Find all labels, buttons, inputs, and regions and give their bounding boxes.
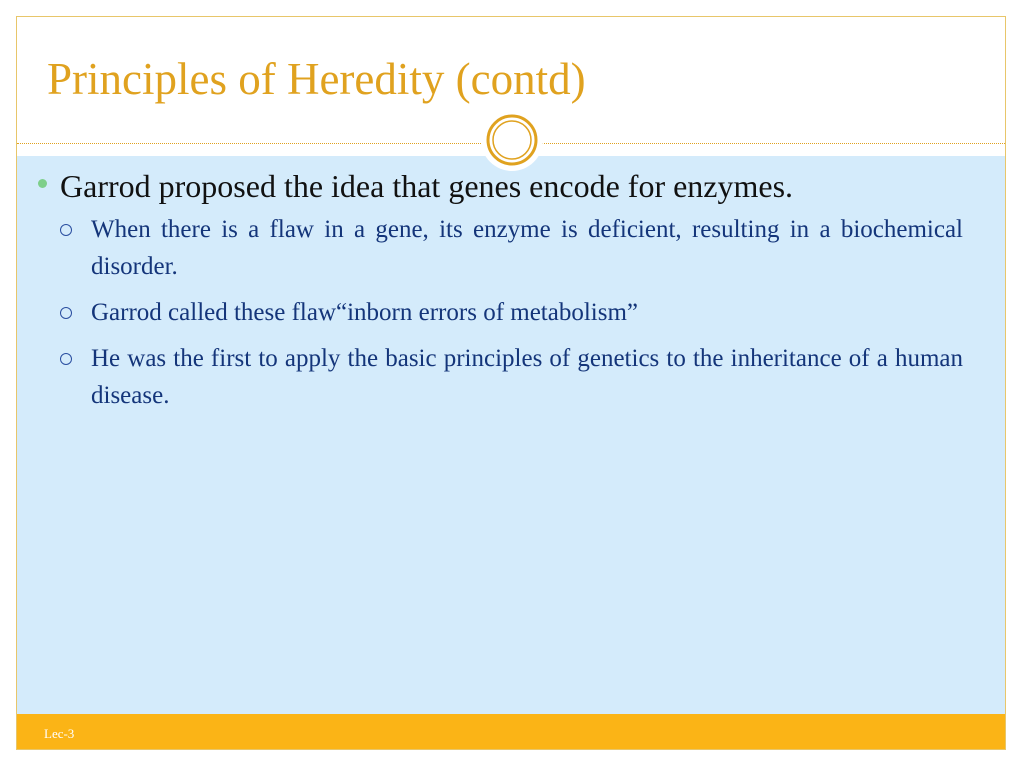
sub-bullet-item xyxy=(60,211,963,285)
sub-bullet-list xyxy=(60,211,963,414)
footer-label: Lec-3 xyxy=(44,726,75,741)
ring-bullet-icon xyxy=(60,307,72,319)
sub-bullet-text: Garrod called these flaw“inborn errors of metabolism” xyxy=(91,299,639,326)
circle-ornament-icon xyxy=(481,109,543,171)
bullet-text: Garrod proposed the idea that genes encode for enzymes. xyxy=(60,168,794,204)
bullet-dot-icon xyxy=(38,179,47,188)
ring-bullet-icon xyxy=(60,224,72,236)
ring-bullet-icon xyxy=(60,353,72,365)
bullet-list xyxy=(38,165,963,423)
footer-bar xyxy=(17,714,1005,749)
sub-bullet-item xyxy=(60,294,963,331)
bullet-item xyxy=(38,165,963,414)
sub-bullet-text: He was the first to apply the basic principles of genetics to the inheritance of a human disease. xyxy=(91,345,963,409)
sub-bullet-item xyxy=(60,340,963,414)
sub-bullet-text: When there is a flaw in a gene, its enzyme is deficient, resulting in a biochemical disorder. xyxy=(91,216,963,280)
slide-title: Principles of Heredity (contd) xyxy=(47,54,586,104)
